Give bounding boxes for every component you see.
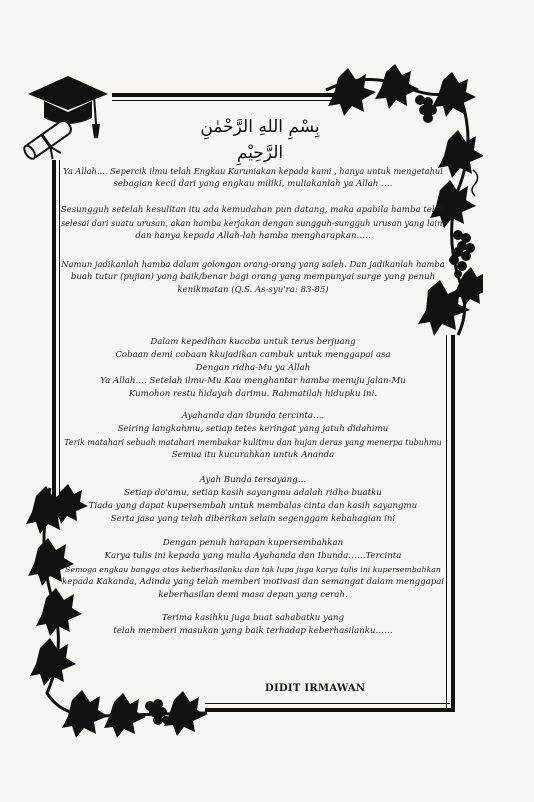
paragraph-line: Cobaan demi cobaan kkujadikan cambuk untuk menggapai asa — [115, 350, 391, 360]
dedication-paragraph — [60, 204, 446, 243]
paragraph-line: Serta jasa yang telah diberikan selain segenggam kebahagian ini — [110, 514, 396, 524]
paragraph-line: Setiap do'amu, setiap kasih sayangmu adalah ridho buatku — [124, 488, 382, 498]
paragraph-line: kenikmatan (Q.S. As-syu'ra: 83-85) — [177, 285, 329, 295]
paragraph-line: Ya Allah…. Sepercik ilmu telah Engkau Karuniakan kepada kami , hanya untuk mengetahui — [63, 166, 443, 176]
dedication-paragraph — [62, 537, 444, 602]
dedication-paragraph — [62, 474, 444, 526]
top-frame-line-thick — [112, 93, 352, 97]
paragraph-line: Ayahanda dan ibunda tercinta…. — [181, 411, 325, 421]
paragraph-line: Semoga engkau bangga atas keberhasilanku dan tak lupa juga karya tulis ini kupersembahkan — [65, 565, 441, 574]
paragraph-line: dan hanya kepada Allah-lah hamba mengharapkan….. — [135, 231, 371, 241]
dedication-paragraph — [62, 612, 444, 638]
paragraph-line: Sesungguh setelah kesulitan itu ada kemudahan pun datang, maka apabila hamba telah — [60, 205, 446, 215]
paragraph-line: buah tutur (pujian) yang baik/benar bagi orang yang mempunyai surge yang penuh — [70, 272, 436, 282]
paragraph-line: kepada Kakanda, Adinda yang telah memberi motivasi dan semangat dalam menggapai — [62, 577, 445, 587]
paragraph-line: Seiring langkahmu, setiap tetes keringat yang jatuh didahimu — [117, 424, 389, 434]
paragraph-line: keberhasilan demi masa depan yang cerah. — [158, 590, 348, 600]
right-frame-line-thin — [446, 335, 447, 711]
left-frame-line-thick — [52, 160, 56, 500]
bottom-frame-line-thick — [205, 708, 455, 712]
paragraph-line: selesai dari suatu urusan, akan hamba kerjakan dengan sungguh-sungguh urusan yang lain, — [60, 218, 446, 228]
dedication-paragraph — [62, 336, 444, 401]
paragraph-line: Karya tulis ini kepada yang mulia Ayahanda dan Ibunda……Tercinta — [104, 551, 402, 561]
paragraph-line: Ya Allah…. Setelah ilmu-Mu Kau menghantar hamba menuju jalan-Mu — [100, 376, 406, 386]
paragraph-line: Dengan penuh harapan kupersembahkan — [162, 538, 344, 548]
paragraph-line: sebagian kecil dari yang engkau miliki, muliakanlah ya Allah …. — [113, 179, 393, 189]
paragraph-line: Terima kasihku juga buat sahabatku yang — [161, 613, 345, 623]
bismillah-heading: بِسْمِ اللهِ الرَّحْمٰنِ الرَّحِيْمِ — [200, 117, 320, 163]
paragraph-line: telah memberi masukan yang baik terhadap keberhasilanku…… — [113, 626, 393, 636]
paragraph-line: Semua itu kucurahkan untuk Ananda — [171, 450, 335, 460]
paragraph-line: Ayah Bunda tersayang… — [199, 475, 307, 485]
dedication-paragraph — [62, 410, 444, 462]
graduation-cap-diploma-icon — [18, 62, 110, 160]
dedication-paragraph — [60, 165, 446, 191]
paragraph-line: Dalam kepedihan kucoba untuk terus berjuang — [150, 337, 356, 347]
bottom-frame-line-thin — [205, 703, 450, 704]
top-frame-line-thin — [112, 100, 352, 101]
dedication-paragraph — [60, 258, 446, 297]
author-signature: DIDIT IRMAWAN — [265, 683, 366, 694]
paragraph-line: Terik matahari sebuah matahari membakar kulitmu dan hujan deras yang menerpa tubuhmu — [64, 438, 442, 447]
paragraph-line: Kumohon restu hidayah darimu. Rahmatilah hidupku ini. — [128, 389, 378, 399]
paragraph-line: Namun jadikanlah hamba dalam golongan orang-orang yang saleh. Dan jadikanlah hamba — [61, 259, 445, 269]
grape-vine-icon — [318, 60, 483, 340]
right-frame-line-thick — [451, 335, 455, 711]
paragraph-line: Dengan ridha-Mu ya Allah — [195, 363, 311, 373]
paragraph-line: Tiada yang dapat kupersembah untuk membalas cinta dan kasih sayangmu — [88, 501, 418, 511]
